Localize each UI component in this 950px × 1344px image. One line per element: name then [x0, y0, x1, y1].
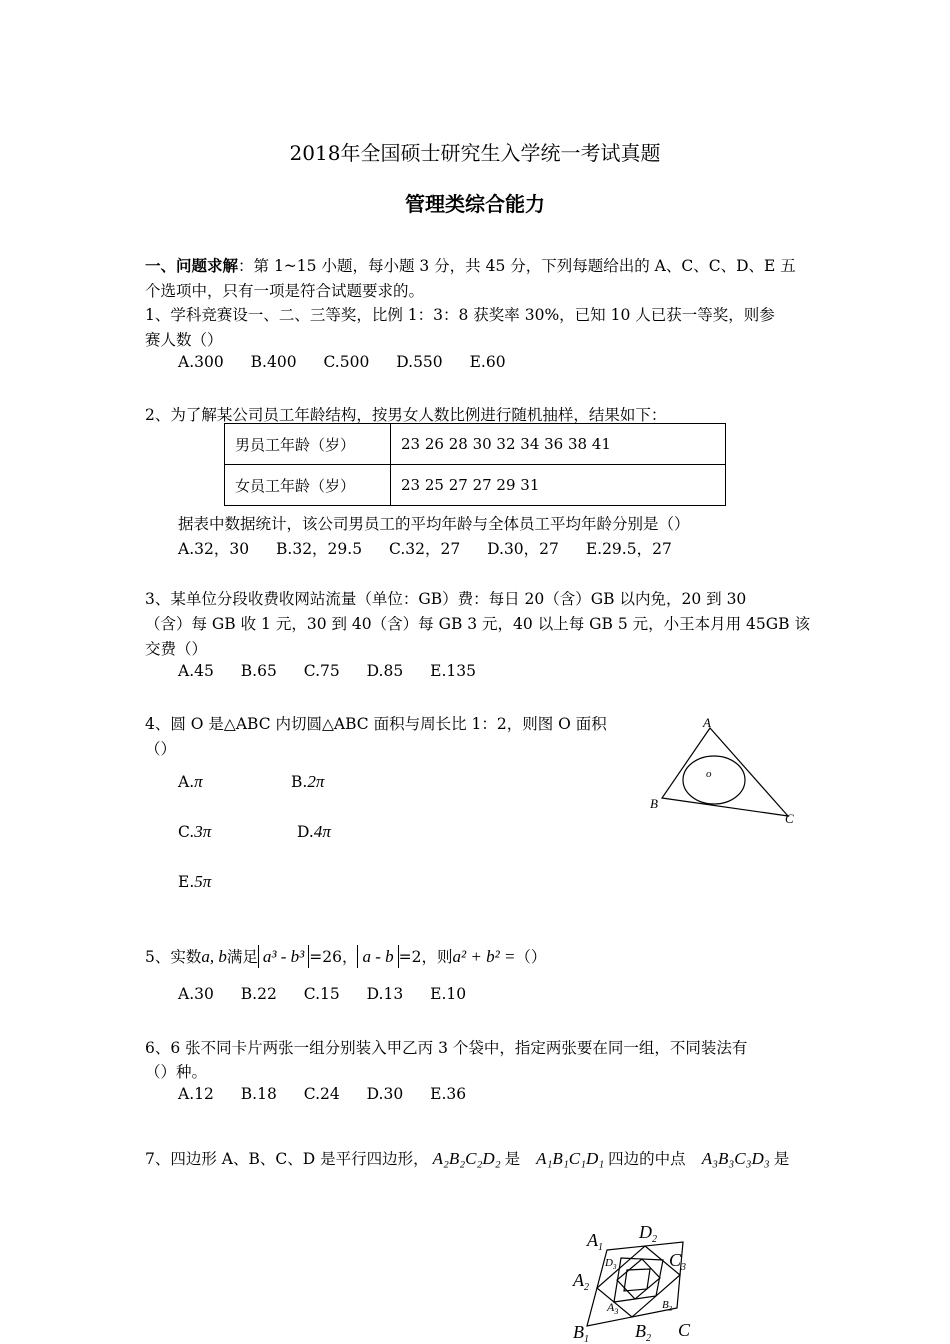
- q3-options: [178, 662, 498, 680]
- q1-option-c: C.500: [323, 353, 370, 371]
- q7-quad-2: A₂B₂C₂D₂: [432, 1149, 501, 1168]
- age-table: [224, 423, 726, 506]
- label-b2: $B_2$: [635, 1321, 651, 1344]
- label-c: C: [785, 811, 794, 826]
- q1-options: [178, 353, 528, 371]
- q3-line1: 3、某单位分段收费收网站流量（单位：GB）费：每日 20（含）GB 以内免，20 到 30: [145, 590, 747, 608]
- section-intro-text-2: 个选项中，只有一项是符合试题要求的。: [145, 282, 425, 300]
- q6-option-c: C.24: [303, 1085, 340, 1103]
- q3-line2: （含）每 GB 收 1 元，30 到 40（含）每 GB 3 元，40 以上每 GB 5 元，小王本月用 45GB 该: [145, 615, 810, 633]
- q4-line1: 4、圆 O 是△ABC 内切圆△ABC 面积与周长比 1：2，则图 O 面积: [145, 715, 607, 733]
- label-b3: $B_3$: [662, 1299, 673, 1313]
- label-c: C: [678, 1320, 691, 1340]
- q5-option-b: B.22: [240, 985, 277, 1003]
- q2-options: [178, 537, 694, 559]
- q6-options: [178, 1085, 488, 1103]
- q6-option-a: A.12: [178, 1085, 214, 1103]
- q3-option-a: A.45: [178, 662, 214, 680]
- q7-quad-1: A₁B₁C₁D₁: [536, 1149, 605, 1168]
- q4-option-c: C.3π: [178, 822, 212, 841]
- q5-option-e: E.10: [430, 985, 467, 1003]
- q4-option-b: B.2π: [291, 772, 325, 791]
- table-cell-values: 23 26 28 30 32 34 36 38 41: [391, 424, 726, 465]
- table-row: [225, 424, 726, 465]
- incircle-o: [683, 756, 745, 804]
- table-cell-label: 男员工年龄（岁）: [225, 424, 391, 465]
- q2-line1: 2、为了解某公司员工年龄结构，按男女人数比例进行随机抽样，结果如下：: [145, 406, 667, 424]
- q2-option-c: C.32，27: [389, 540, 461, 558]
- q5-expr-3: a² + b² =: [452, 947, 516, 966]
- section-label: 一、问题求解: [145, 256, 239, 275]
- q1-line1: 1、学科竞赛设一、二、三等奖，比例 1：3：8 获奖率 30%，已知 10 人已获一等奖，则参: [145, 306, 775, 324]
- incircle-triangle-figure: [640, 712, 810, 832]
- q4-option-a: A.π: [178, 772, 203, 791]
- q6-option-b: B.18: [240, 1085, 277, 1103]
- q1-line2: 赛人数（）: [145, 331, 223, 349]
- page-subtitle: 管理类综合能力: [405, 192, 545, 216]
- q2-line2: 据表中数据统计，该公司男员工的平均年龄与全体员工平均年龄分别是（）: [178, 515, 690, 533]
- label-b: B: [650, 796, 658, 811]
- label-a: A: [703, 715, 711, 730]
- q4-option-e: E.5π: [178, 872, 212, 891]
- q4-option-d: D.4π: [297, 822, 331, 841]
- q1-option-b: B.400: [250, 353, 297, 371]
- section-intro-text-1: ：第 1~15 小题，每小题 3 分，共 45 分，下列每题给出的 A、C、C、D、E 五: [238, 257, 796, 275]
- q2-option-b: B.32，29.5: [276, 540, 363, 558]
- page-title: 2018年全国硕士研究生入学统一考试真题: [289, 141, 661, 165]
- label-a2: $A_2$: [573, 1270, 589, 1293]
- q3-line3: 交费（）: [145, 640, 208, 658]
- q5-abs-expr-1: a³ - b³: [258, 945, 309, 968]
- label-c3: $C_3$: [669, 1250, 687, 1273]
- q4-value-d: 4π: [313, 822, 331, 841]
- q6-option-d: D.30: [366, 1085, 404, 1103]
- q6-option-e: E.36: [430, 1085, 467, 1103]
- table-row: [225, 465, 726, 506]
- q2-option-a: A.32，30: [178, 540, 250, 558]
- q1-option-a: A.300: [178, 353, 224, 371]
- label-a1: $A_1$: [587, 1230, 603, 1253]
- q2-option-d: D.30，27: [487, 540, 559, 558]
- section-intro: [145, 254, 796, 276]
- q5-line1: 5、实数a, b满足 a³ - b³ =26， a - b =2，则a² + b² =（）: [145, 947, 547, 966]
- quad-innermost: [624, 1269, 650, 1291]
- q4-value-c: 3π: [194, 822, 212, 841]
- q3-option-c: C.75: [303, 662, 340, 680]
- q5-options: [178, 985, 488, 1003]
- q5-eq-2: =2: [398, 948, 422, 966]
- q5-option-a: A.30: [178, 985, 214, 1003]
- q5-abs-expr-2: a - b: [357, 945, 398, 968]
- label-o: o: [706, 768, 712, 780]
- q2-option-e: E.29.5，27: [585, 540, 672, 558]
- label-d2: $D_2$: [639, 1222, 657, 1245]
- q3-option-b: B.65: [240, 662, 277, 680]
- q6-line1: 6、6 张不同卡片两张一组分别装入甲乙丙 3 个袋中，指定两张要在同一组，不同装法有: [145, 1039, 748, 1057]
- q4-value-a: π: [194, 772, 203, 791]
- q7-line1: 7、四边形 A、B、C、D 是平行四边形， A₂B₂C₂D₂ 是 A₁B₁C₁D₁ 四边的中点 A₃B₃C₃D₃ 是: [145, 1149, 790, 1168]
- q5-option-c: C.15: [303, 985, 340, 1003]
- q1-option-d: D.550: [396, 353, 443, 371]
- label-d3: $D_3$: [605, 1257, 617, 1271]
- q3-option-e: E.135: [430, 662, 476, 680]
- nested-quadrilaterals-figure: [565, 1212, 710, 1344]
- q5-vars: a, b: [201, 947, 227, 966]
- q1-option-e: E.60: [469, 353, 506, 371]
- label-a3: $A_3$: [607, 1300, 619, 1316]
- q5-eq-1: =26: [309, 948, 342, 966]
- q3-option-d: D.85: [366, 662, 404, 680]
- q4-value-b: 2π: [307, 772, 325, 791]
- table-cell-values: 23 25 27 27 29 31: [391, 465, 726, 506]
- table-cell-label: 女员工年龄（岁）: [225, 465, 391, 506]
- q7-quad-3: A₃B₃C₃D₃: [701, 1149, 770, 1168]
- q5-option-d: D.13: [366, 985, 404, 1003]
- q4-line2: （）: [145, 740, 177, 758]
- label-b1: $B_1$: [573, 1322, 589, 1344]
- q6-line2: （）种。: [145, 1063, 208, 1081]
- q4-value-e: 5π: [194, 872, 212, 891]
